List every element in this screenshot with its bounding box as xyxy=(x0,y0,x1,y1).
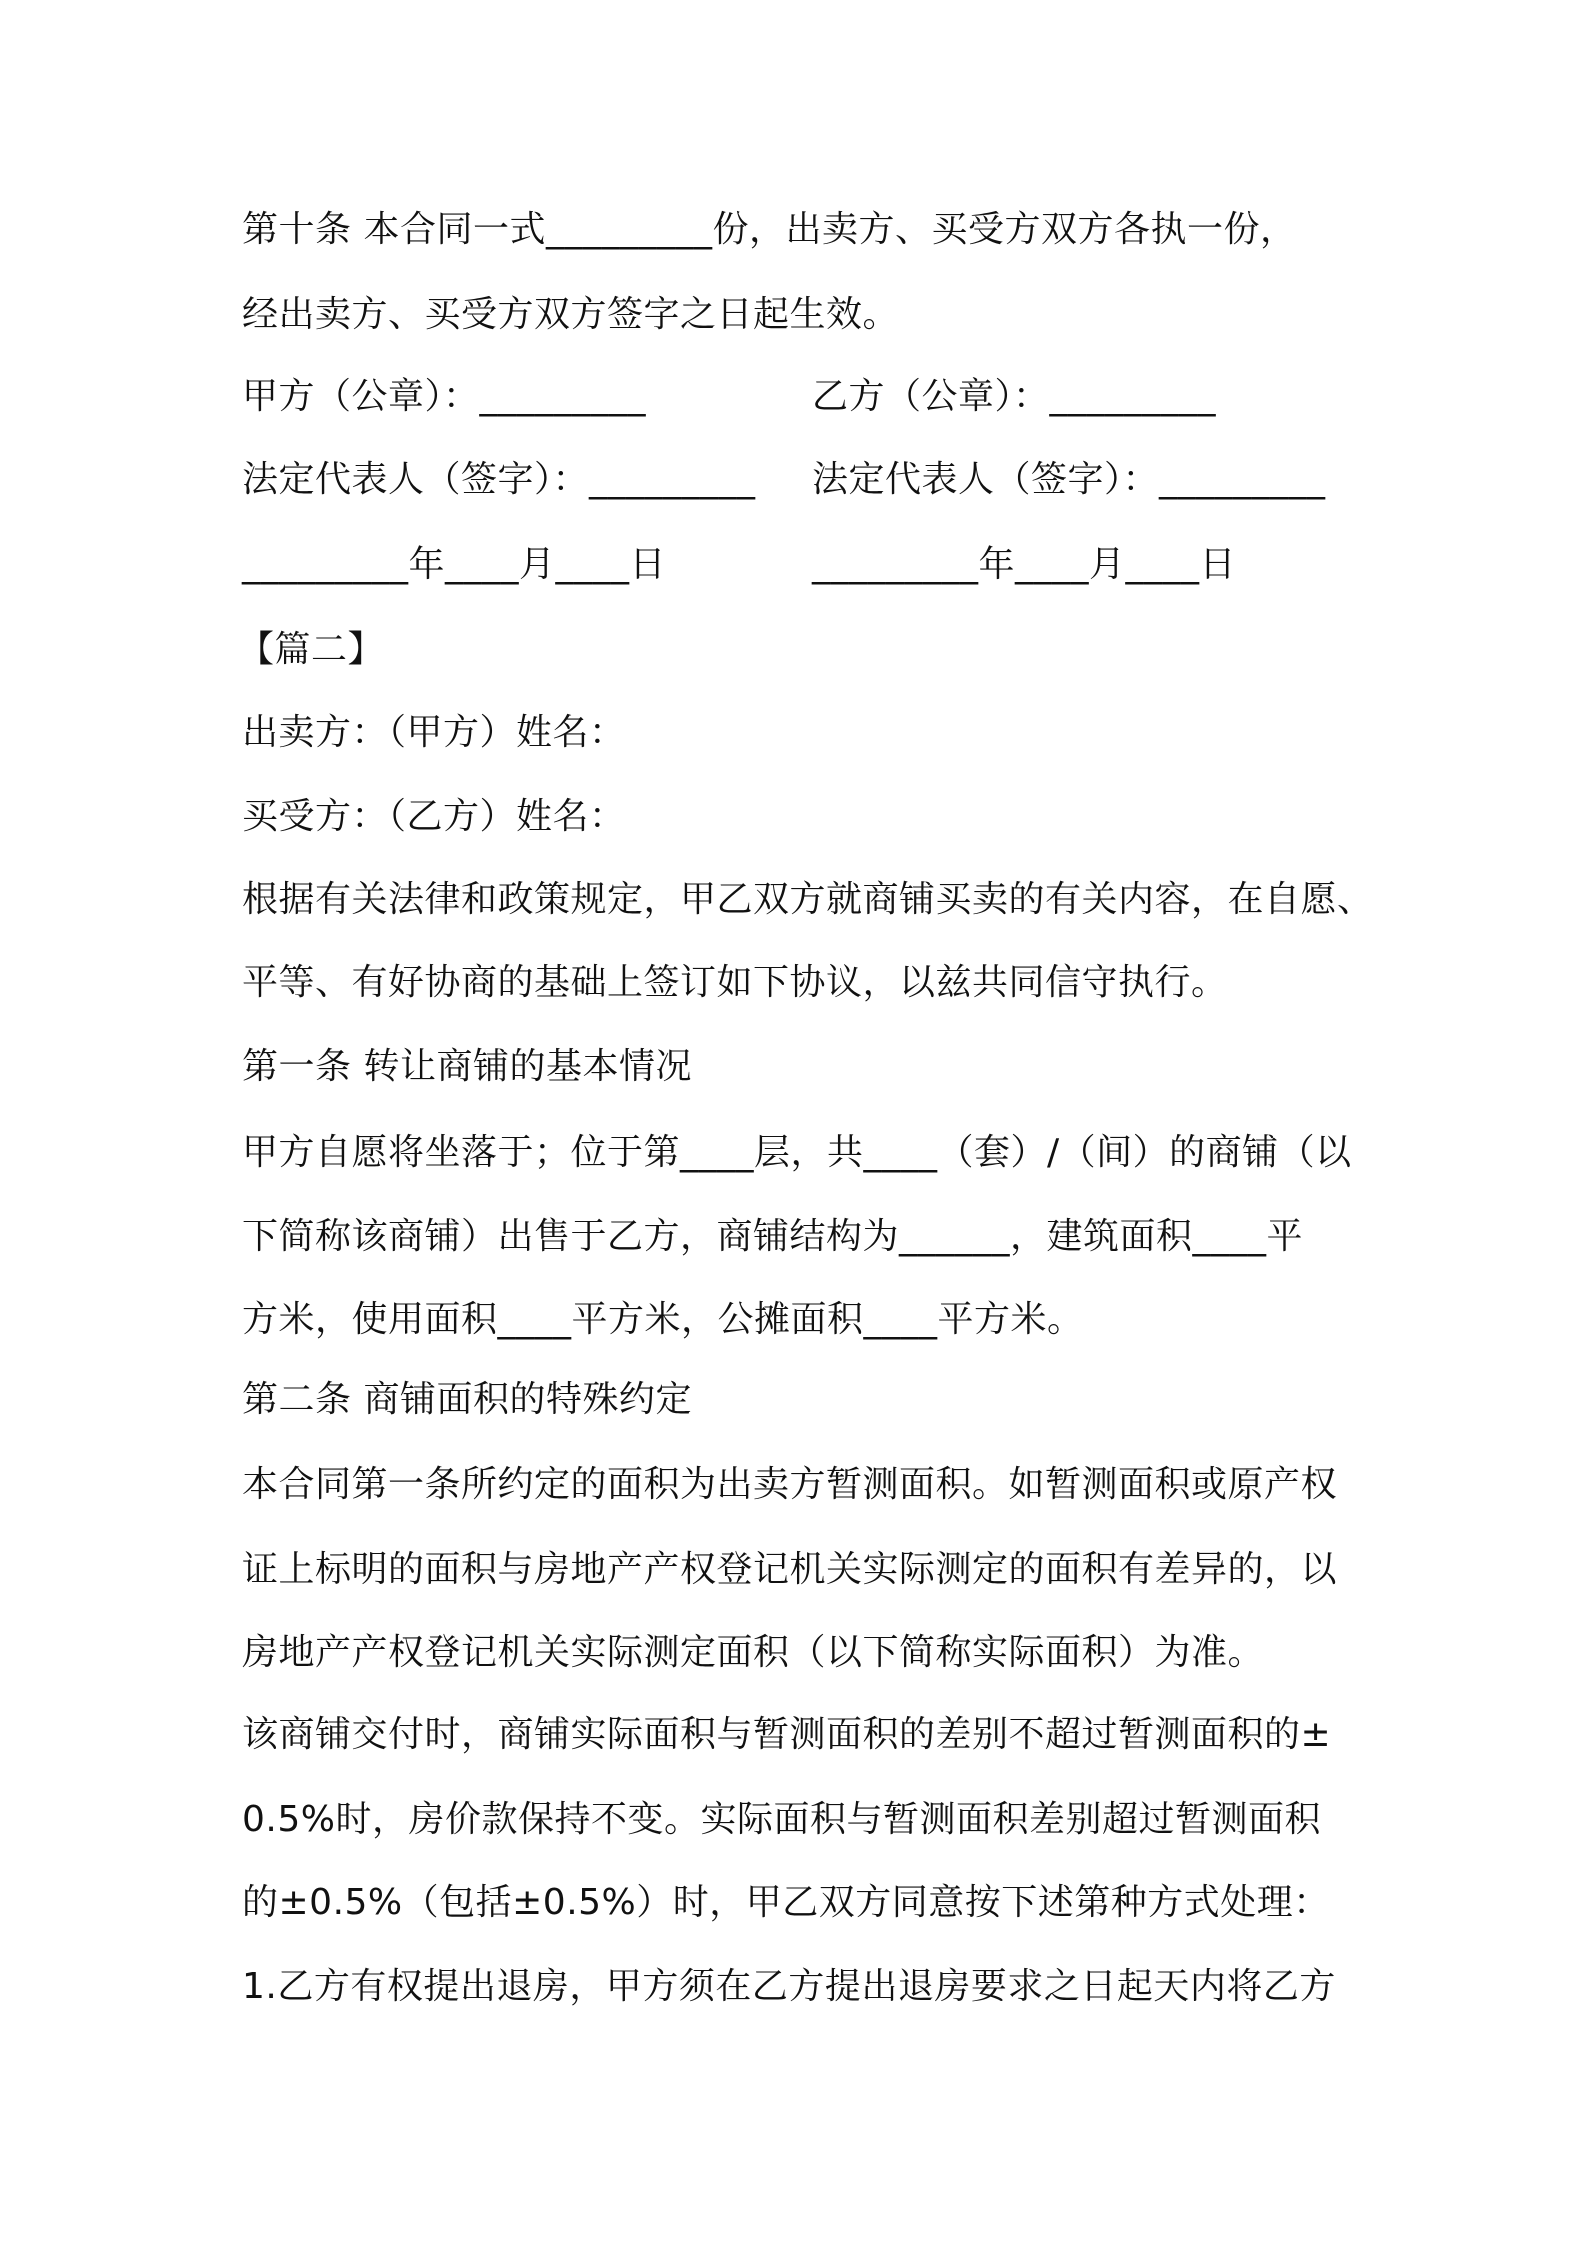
article-two-line-7: 1.乙方有权提出退房，甲方须在乙方提出退房要求之日起天内将乙方 xyxy=(242,1966,1336,2007)
section-heading: 【篇二】 xyxy=(238,629,385,670)
article-two-heading: 第二条 商铺面积的特殊约定 xyxy=(242,1379,692,1420)
article-two-line-2: 证上标明的面积与房地产产权登记机关实际测定的面积有差异的，以 xyxy=(242,1549,1338,1590)
article-two-line-4: 该商铺交付时，商铺实际面积与暂测面积的差别不超过暂测面积的± xyxy=(242,1714,1332,1755)
article-two-line-5: 0.5%时，房价款保持不变。实际面积与暂测面积差别超过暂测面积 xyxy=(242,1799,1321,1840)
article-one-heading: 第一条 转让商铺的基本情况 xyxy=(242,1046,692,1087)
party-b-representative: 法定代表人（签字）：_________ xyxy=(812,459,1326,500)
article-one-line-2: 下简称该商铺）出售于乙方，商铺结构为______，建筑面积____平 xyxy=(242,1216,1304,1257)
preamble-line-1: 根据有关法律和政策规定，甲乙双方就商铺买卖的有关内容，在自愿、 xyxy=(242,879,1374,920)
article-two-line-3: 房地产产权登记机关实际测定面积（以下简称实际面积）为准。 xyxy=(242,1632,1265,1673)
article-one-line-1: 甲方自愿将坐落于；位于第____层，共____（套）/（间）的商铺（以 xyxy=(242,1132,1352,1173)
article-one-line-3: 方米，使用面积____平方米，公摊面积____平方米。 xyxy=(242,1299,1084,1340)
seller-name-line: 出卖方：（甲方）姓名： xyxy=(242,712,626,753)
party-b-date: _________年____月____日 xyxy=(812,544,1236,585)
clause-ten-line-1: 第十条 本合同一式_________份，出卖方、买受方双方各执一份， xyxy=(242,209,1297,250)
party-a-seal: 甲方（公章）：_________ xyxy=(242,376,647,417)
buyer-name-line: 买受方：（乙方）姓名： xyxy=(242,796,626,837)
clause-ten-line-2: 经出卖方、买受方双方签字之日起生效。 xyxy=(242,294,900,335)
party-a-date: _________年____月____日 xyxy=(242,544,666,585)
party-b-seal: 乙方（公章）：_________ xyxy=(812,376,1217,417)
article-two-line-6: 的±0.5%（包括±0.5%）时，甲乙双方同意按下述第种方式处理： xyxy=(242,1882,1330,1923)
party-a-representative: 法定代表人（签字）：_________ xyxy=(242,459,756,500)
preamble-line-2: 平等、有好协商的基础上签订如下协议，以兹共同信守执行。 xyxy=(242,962,1228,1003)
article-two-line-1: 本合同第一条所约定的面积为出卖方暂测面积。如暂测面积或原产权 xyxy=(242,1464,1338,1505)
